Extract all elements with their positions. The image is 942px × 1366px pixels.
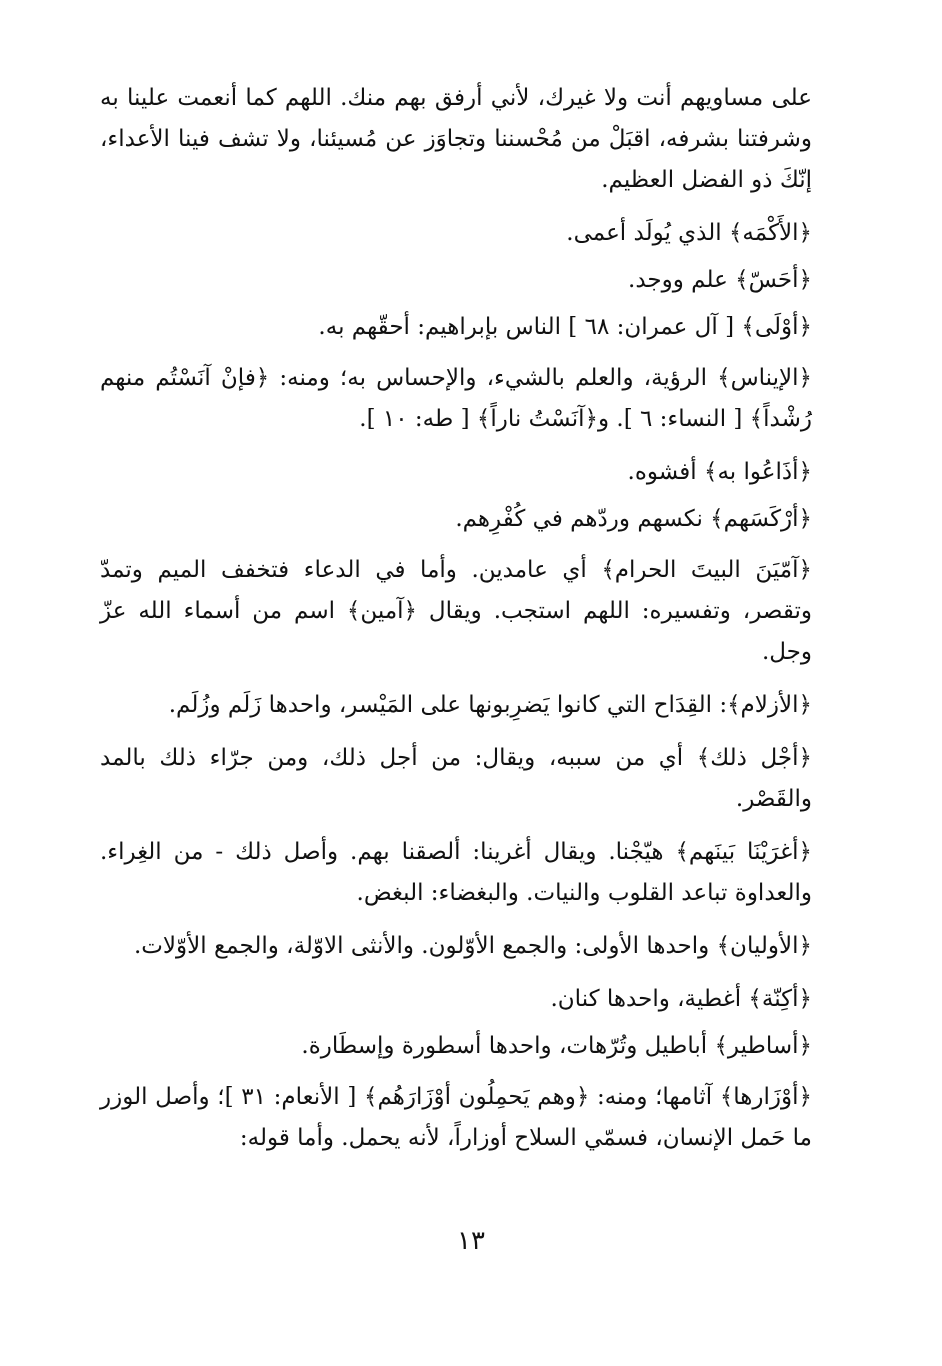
entry-akinnah: ﴿أكِنّة﴾ أغطية، واحدها كنان.: [550, 986, 812, 1012]
page-body: [100, 78, 812, 1171]
entry-awlayan: ﴿الأوليان﴾ واحدها الأولى: والجمع الأوّلون. والأنثى الاوّلة، والجمع الأوّلات.: [133, 933, 812, 959]
entry-asatir: ﴿أساطير﴾ أباطيل وتُرّهات، واحدها أسطورة وإسطَارة.: [301, 1033, 812, 1059]
entry-ahass: ﴿أحَسّ﴾ علم ووجد.: [628, 267, 812, 293]
entry-azlam: ﴿الأزلام﴾: القِدَاح التي كانوا يَضرِبونها على المَيْسر، واحدها زَلَم وزُلَم.: [168, 692, 812, 718]
page-number: ١٣: [457, 1226, 485, 1256]
entry-awzar: ﴿أوْزَارها﴾ آثامها؛ ومنه: ﴿وهم يَحمِلُون أوْزَارَهُم﴾ [ الأنعام: ٣١ ]؛ وأصل الوزر ما حَمل الإنسان، فسمّي السلاح أوزاراً، لأنه يحمل. وأما قوله:: [100, 1084, 813, 1151]
entry-akmah: ﴿الأَكْمَه﴾ الذي يُولَد أعمى.: [566, 220, 812, 246]
entry-aghrayna: ﴿أغرَيْنَا بَينَهم﴾ هيّجْنا. ويقال أغرينا: ألصقنا بهم. وأصل ذلك - من الغِراء. والعداوة تباعد القلوب والنيات. والبغضاء: البغض.: [100, 839, 812, 906]
entry-ajl: ﴿أجْل ذلك﴾ أي من سببه، ويقال: من أجل ذلك، ومن جرّاء ذلك بالمد والقَصْر.: [100, 745, 812, 812]
entry-adhau: ﴿أذَاعُوا به﴾ أفشوه.: [627, 459, 812, 485]
entry-arkasahum: ﴿أرْكَسَهم﴾ نكسهم وردّهم في كُفْرِهم.: [455, 506, 812, 532]
entry-inas: ﴿الإيناس﴾ الرؤية، والعلم بالشيء، والإحساس به؛ ومنه: ﴿فإنْ آنَسْتُم منهم رُشْداً﴾ [ النساء: ٦ ]. و﴿آنَسْتُ ناراً﴾ [ طه: ١٠ ].: [100, 365, 812, 432]
entry-awla: ﴿أوْلَى﴾ [ آل عمران: ٦٨ ] الناس بإبراهيم: أحقّهم به.: [318, 314, 812, 340]
paragraph-intro: على مساويهم أنت ولا غيرك، لأني أرفق بهم منك. اللهم كما أنعمت علينا به وشرفتنا بشرفه، اقبَلْ من مُحْسننا وتجاوَز عن مُسيئنا، ولا تشف فينا الأعداء، إنّكَ ذو الفضل العظيم.: [100, 85, 812, 193]
entry-ammin: ﴿آمّيَنَ البيتَ الحرام﴾ أي عامدين. وأما في الدعاء فتخفف الميم وتمدّ وتقصر، وتفسيره: اللهم استجب. ويقال ﴿آمين﴾ اسم من أسماء الله عزّ وجل.: [100, 557, 812, 665]
